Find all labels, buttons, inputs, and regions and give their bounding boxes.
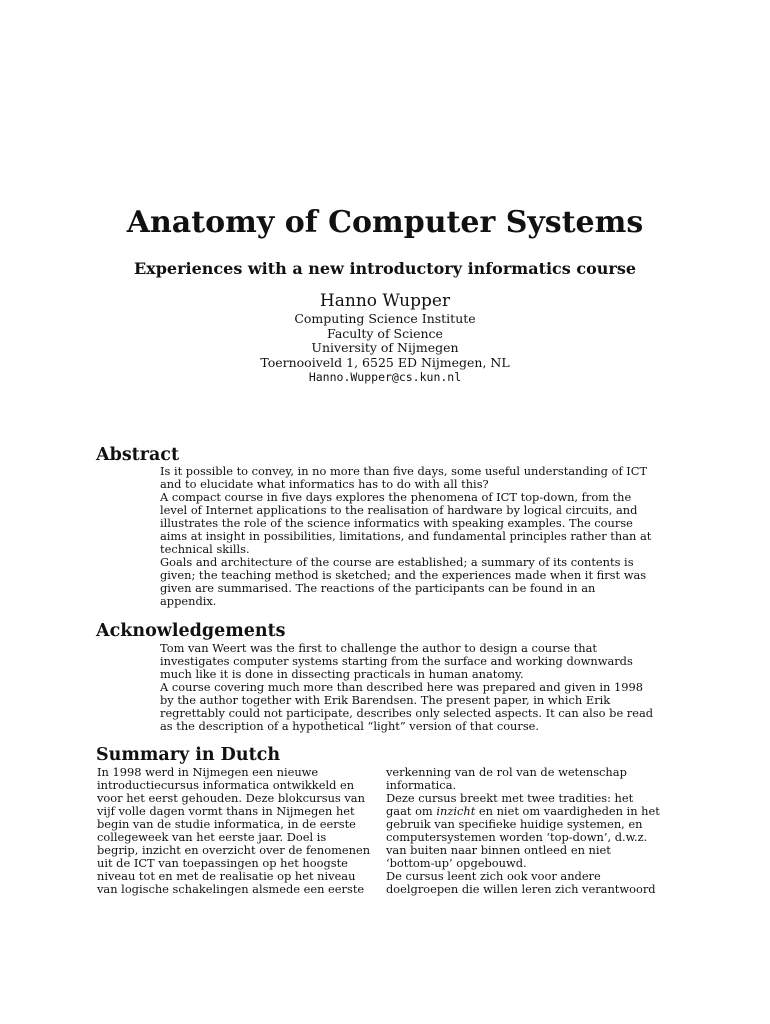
summary-text: en niet om vaardigheden in het [475, 804, 660, 818]
acknowledgements-heading: Acknowledgements [96, 621, 286, 641]
acknowledgements-line: Tom van Weert was the first to challenge the author to design a course that [160, 641, 598, 655]
summary-line: begrip, inzicht en overzicht over de fenomenen [97, 843, 371, 857]
summary-right-column [386, 766, 676, 896]
summary-line: uit de ICT van toepassingen op het hoogste [97, 856, 348, 870]
acknowledgements-line: A course covering much more than described here was prepared and given in 1998 [160, 680, 643, 694]
summary-line: begin van de studie informatica, in de eerste [97, 817, 356, 831]
affiliation-line: Computing Science Institute [294, 311, 476, 326]
summary-line: In 1998 werd in Nijmegen een nieuwe [97, 765, 319, 779]
abstract-line: A compact course in five days explores the phenomena of ICT top-down, from the [160, 490, 632, 504]
abstract-line: given are summarised. The reactions of the participants can be found in an [160, 581, 596, 595]
summary-line: verkenning van de rol van de wetenschap [386, 765, 627, 779]
paper-title: Anatomy of Computer Systems [126, 205, 644, 240]
affiliation-line: University of Nijmegen [311, 340, 459, 355]
abstract-line: technical skills. [160, 542, 250, 556]
abstract-line: Is it possible to convey, in no more than five days, some useful understanding of ICT [160, 464, 648, 478]
author-affiliation [0, 312, 770, 385]
summary-line: Deze cursus breekt met twee tradities: het [386, 791, 634, 805]
summary-emphasis: inzicht [436, 804, 476, 818]
summary-left-column [97, 766, 382, 896]
summary-line: van logische schakelingen alsmede een eerste [97, 882, 365, 896]
acknowledgements-line: much like it is done in dissecting practicals in human anatomy. [160, 667, 524, 681]
summary-heading: Summary in Dutch [96, 745, 281, 765]
abstract-line: appendix. [160, 594, 217, 608]
affiliation-line: Faculty of Science [327, 325, 443, 341]
author-name: Hanno Wupper [319, 291, 451, 311]
summary-line: informatica. [386, 778, 457, 792]
author-email: Hanno.Wupper@cs.kun.nl [308, 370, 462, 384]
paper-subtitle: Experiences with a new introductory informatics course [133, 259, 637, 278]
abstract-line: Goals and architecture of the course are established; a summary of its contents is [160, 555, 634, 569]
affiliation-line: Toernooiveld 1, 6525 ED Nijmegen, NL [260, 354, 510, 370]
acknowledgements-line: investigates computer systems starting from the surface and working downwards [160, 654, 633, 668]
summary-line: introductiecursus informatica ontwikkeld en [97, 778, 355, 792]
acknowledgements-line: by the author together with Erik Barendsen. The present paper, in which Erik [160, 693, 611, 707]
abstract-line: aims at insight in possibilities, limitations, and fundamental principles rather than at [160, 529, 652, 543]
acknowledgements-body [160, 642, 680, 733]
summary-line: niveau tot en met de realisatie op het niveau [97, 869, 356, 883]
summary-line: vijf volle dagen vormt thans in Nijmegen het [97, 804, 355, 818]
acknowledgements-line: as the description of a hypothetical “light” version of that course. [160, 719, 540, 733]
abstract-body [160, 465, 680, 608]
summary-line: computersystemen worden ‘top-down’, d.w.z. [386, 830, 648, 844]
summary-line: ‘bottom-up’ opgebouwd. [386, 856, 527, 870]
summary-text: gaat om [386, 804, 437, 818]
summary-line: De cursus leent zich ook voor andere [386, 869, 601, 883]
summary-line: gebruik van specifieke huidige systemen, en [386, 817, 643, 831]
summary-line: van buiten naar binnen ontleed en niet [386, 843, 611, 857]
abstract-heading: Abstract [96, 445, 180, 465]
abstract-line: level of Internet applications to the realisation of hardware by logical circuits, and [160, 503, 638, 517]
summary-line: voor het eerst gehouden. Deze blokcursus van [97, 791, 365, 805]
acknowledgements-line: regrettably could not participate, describes only selected aspects. It can also be read [160, 706, 654, 720]
abstract-line: illustrates the role of the science informatics with speaking examples. The course [160, 516, 633, 530]
abstract-line: and to elucidate what informatics has to do with all this? [160, 477, 489, 491]
summary-line: doelgroepen die willen leren zich verantwoord [386, 882, 656, 896]
abstract-line: given; the teaching method is sketched; and the experiences made when it first was [160, 568, 647, 582]
summary-line: collegeweek van het eerste jaar. Doel is [97, 830, 327, 844]
